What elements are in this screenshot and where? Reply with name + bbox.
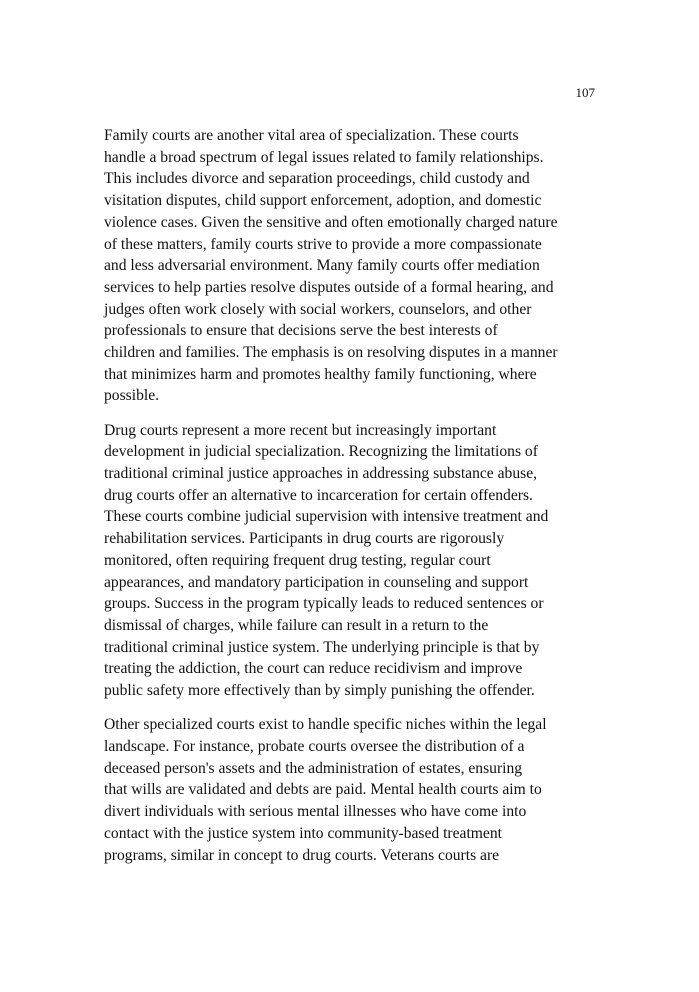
paragraph bbox=[104, 714, 604, 866]
text-line: This includes divorce and separation proceedings, child custody and bbox=[104, 170, 530, 188]
text-line: deceased person's assets and the administration of estates, ensuring bbox=[104, 759, 523, 777]
paragraph bbox=[104, 420, 604, 702]
text-line: groups. Success in the program typically leads to reduced sentences or bbox=[104, 595, 544, 613]
text-line: development in judicial specialization. Recognizing the limitations of bbox=[104, 443, 538, 461]
text-line: These courts combine judicial supervision with intensive treatment and bbox=[104, 508, 549, 526]
text-line: public safety more effectively than by simply punishing the offender. bbox=[104, 682, 535, 700]
paragraph bbox=[104, 125, 604, 407]
text-line: possible. bbox=[104, 387, 160, 405]
text-line: and less adversarial environment. Many family courts offer mediation bbox=[104, 257, 540, 275]
text-line: handle a broad spectrum of legal issues related to family relationships. bbox=[104, 148, 544, 166]
page-number: 107 bbox=[575, 85, 595, 100]
body-text bbox=[104, 125, 604, 879]
text-line: Other specialized courts exist to handle specific niches within the legal bbox=[104, 716, 547, 734]
text-line: Family courts are another vital area of specialization. These courts bbox=[104, 127, 519, 144]
text-line: of these matters, family courts strive to provide a more compassionate bbox=[104, 235, 542, 253]
text-line: traditional criminal justice system. The underlying principle is that by bbox=[104, 638, 540, 656]
text-line: traditional criminal justice approaches in addressing substance abuse, bbox=[104, 465, 538, 483]
text-line: contact with the justice system into community-based treatment bbox=[104, 824, 502, 842]
text-line: dismissal of charges, while failure can result in a return to the bbox=[104, 616, 489, 634]
text-line: judges often work closely with social workers, counselors, and other bbox=[104, 300, 532, 318]
text-line: rehabilitation services. Participants in drug courts are rigorously bbox=[104, 530, 505, 548]
text-line: visitation disputes, child support enforcement, adoption, and domestic bbox=[104, 192, 542, 210]
text-line: divert individuals with serious mental illnesses who have come into bbox=[104, 803, 527, 821]
text-line: treating the addiction, the court can reduce recidivism and improve bbox=[104, 660, 523, 678]
text-line: that minimizes harm and promotes healthy family functioning, where bbox=[104, 365, 537, 383]
text-line: Drug courts represent a more recent but increasingly important bbox=[104, 421, 497, 439]
text-line: monitored, often requiring frequent drug testing, regular court bbox=[104, 551, 491, 569]
text-line: drug courts offer an alternative to incarceration for certain offenders. bbox=[104, 486, 533, 504]
text-line: children and families. The emphasis is on resolving disputes in a manner bbox=[104, 344, 558, 362]
text-line: violence cases. Given the sensitive and often emotionally charged nature bbox=[104, 213, 558, 231]
text-line: professionals to ensure that decisions serve the best interests of bbox=[104, 322, 498, 340]
text-line: landscape. For instance, probate courts oversee the distribution of a bbox=[104, 737, 525, 755]
text-line: that wills are validated and debts are paid. Mental health courts aim to bbox=[104, 781, 542, 799]
text-line: appearances, and mandatory participation in counseling and support bbox=[104, 573, 529, 591]
text-line: services to help parties resolve disputes outside of a formal hearing, and bbox=[104, 278, 554, 296]
text-line: programs, similar in concept to drug courts. Veterans courts are bbox=[104, 846, 500, 864]
